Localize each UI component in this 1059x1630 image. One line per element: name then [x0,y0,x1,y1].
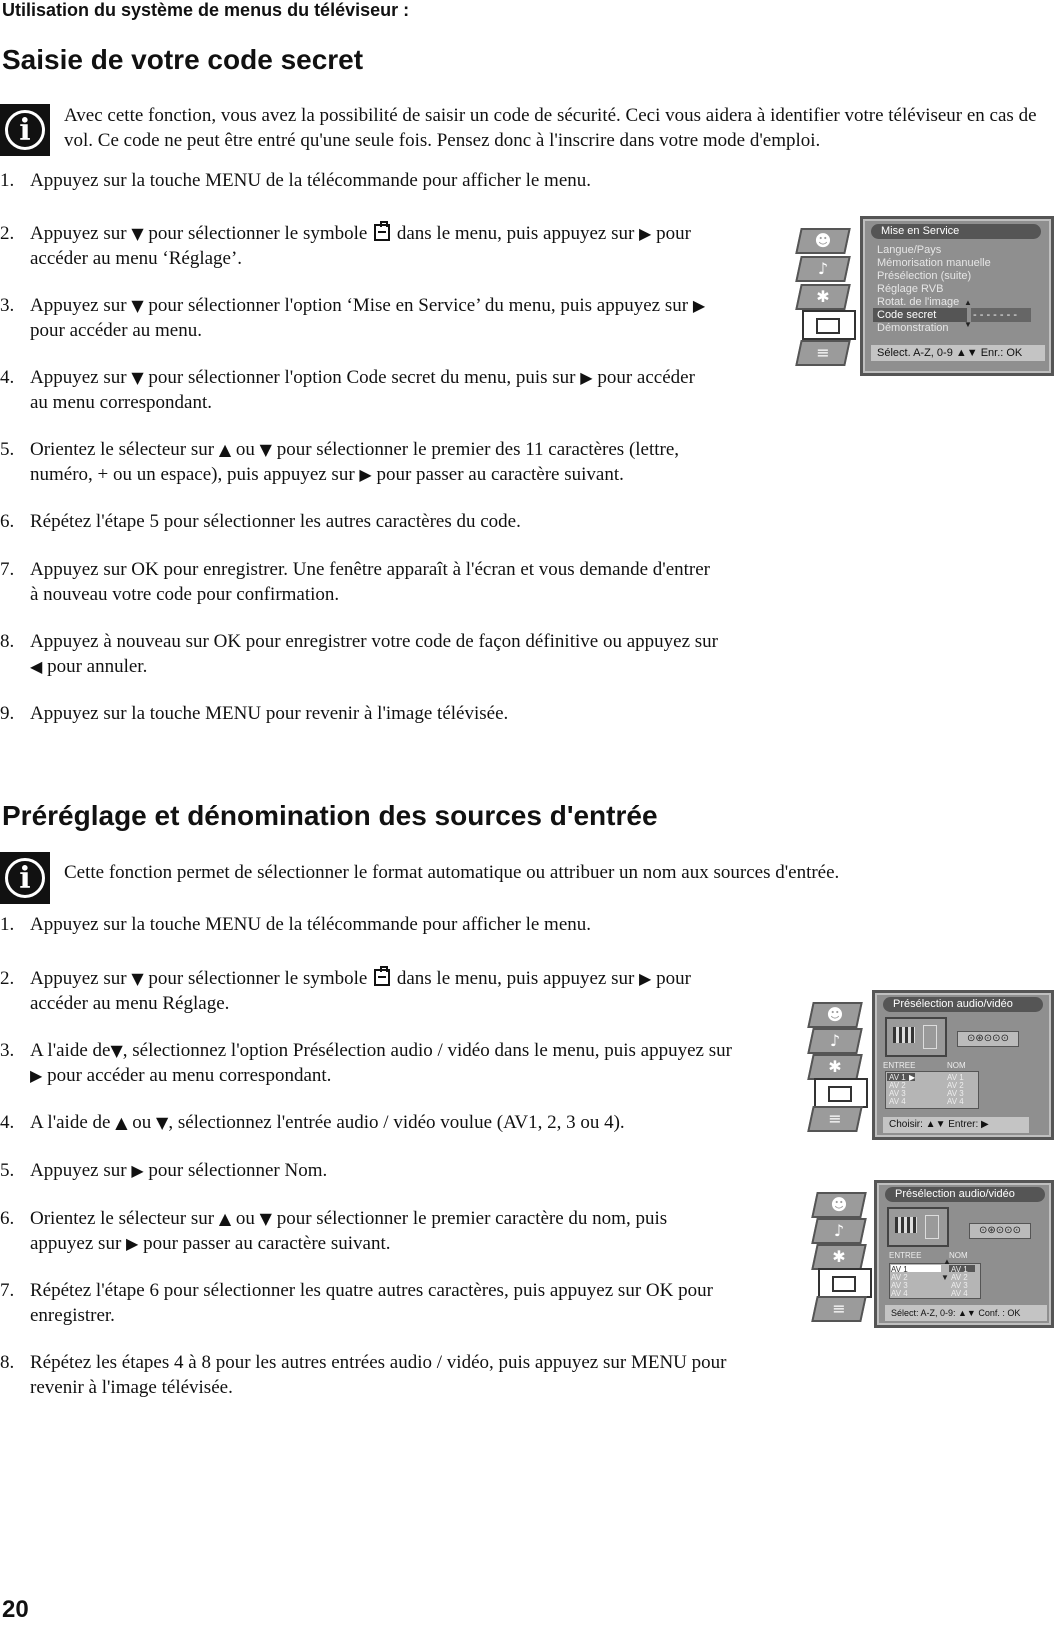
right-arrow-icon: ▶ [639,969,652,988]
setup-tab-icon [802,310,856,340]
picture-tab-icon: ☻ [807,1002,863,1028]
audio-video-jacks-icon: ⊙⊛⊙⊙⊙ [969,1223,1031,1239]
col-nom: NOM [949,1251,968,1260]
menu-title: Présélection audio/vidéo [883,997,1043,1012]
features-tab-icon: ✱ [811,1244,867,1270]
picture-tab-icon: ☻ [811,1192,867,1218]
input-av2: AV 2 [891,1273,908,1282]
input-av3: AV 3 [891,1281,908,1290]
input-av4: AV 4 [889,1097,906,1106]
right-arrow-icon: ▶ [580,368,593,387]
menu-item-demonstration: Démonstration [877,322,949,334]
s2-step-7: 7. Répétez l'étape 6 pour sélectionner les quatre autres caractères, puis appuyez sur OK pour enregistrer. [0,1280,713,1326]
up-arrow-icon: ▲ [218,1209,232,1228]
right-arrow-icon: ▶ [639,224,652,243]
setup-tab-icon [818,1268,872,1298]
s1-step-8: 8. Appuyez à nouveau sur OK pour enregistrer votre code de façon définitive ou appuyez sur ◀ pour annuler. [0,631,718,677]
s1-step-4: 4. Appuyez sur ▼ pour sélectionner l'option Code secret du menu, puis sur ▶ pour accéder au menu correspondant. [0,367,695,413]
up-arrow-icon: ▲ [943,1257,951,1266]
name-av2: AV 2 [951,1273,968,1282]
down-arrow-icon: ▼ [941,1273,949,1282]
menu-title: Mise en Service [871,224,1041,239]
name-av4: AV 4 [951,1289,968,1298]
up-arrow-icon: ▲ [115,1113,128,1132]
page-header: Utilisation du système de menus du téléviseur : [2,0,410,20]
col-nom: NOM [947,1061,966,1070]
features-tab-icon: ✱ [807,1054,863,1080]
info-icon: i [0,104,50,156]
toolbox-icon [374,224,390,241]
sound-tab-icon: ♪ [795,256,851,282]
name-av3: AV 3 [951,1281,968,1290]
up-arrow-icon: ▲ [218,440,232,459]
menu-title: Présélection audio/vidéo [885,1187,1045,1202]
down-arrow-icon: ▼ [131,296,144,315]
preset-tab-icon: ≡ [807,1106,863,1132]
section-title-preset: Préréglage et dénomination des sources d'entrée [2,800,658,831]
section2-intro: Cette fonction permet de sélectionner le format automatique ou attribuer un nom aux sources d'entrée. [64,862,840,883]
s1-step-2: 2. Appuyez sur ▼ pour sélectionner le symbole dans le menu, puis appuyez sur ▶ pour accéder au menu ‘Réglage’. [0,223,691,269]
menu-statusbar: Sélect: A-Z, 0-9: ▲▼ Conf. : OK [885,1305,1047,1321]
s1-step-7: 7. Appuyez sur OK pour enregistrer. Une fenêtre apparaît à l'écran et vous demande d'entrer à nouveau votre code pour confirmation. [0,559,711,605]
av-connector-icon [885,1017,947,1057]
section-title-code-secret: Saisie de votre code secret [2,44,364,75]
menu-statusbar: Choisir: ▲▼ Entrer: ▶ [883,1117,1029,1133]
preset-tab-icon: ≡ [795,340,851,366]
input-av1: AV 1 [889,1073,906,1082]
s1-step-5: 5. Orientez le sélecteur sur ▲ ou ▼ pour sélectionner le premier des 11 caractères (lettre, numéro, + ou un espace), puis appuyez sur ▶ pour passer au caractère suivant. [0,439,680,485]
col-entree: ENTREE [883,1061,916,1070]
down-arrow-icon: ▼ [156,1113,169,1132]
setup-tab-icon [814,1078,868,1108]
name-av1: AV 1 [947,1073,964,1082]
s2-step-8: 8. Répétez les étapes 4 à 8 pour les autres entrées audio / vidéo, puis appuyez sur MENU pour revenir à l'image télévisée. [0,1352,727,1398]
menu-statusbar: Sélect. A-Z, 0-9 ▲▼ Enr.: OK [871,345,1045,361]
input-av2: AV 2 [889,1081,906,1090]
right-arrow-icon: ▶ [692,296,706,315]
left-arrow-icon: ◀ [30,657,43,676]
preset-tab-icon: ≡ [811,1296,867,1322]
audio-video-jacks-icon: ⊙⊛⊙⊙⊙ [957,1031,1019,1047]
input-av1: AV 1 [891,1265,908,1274]
sound-tab-icon: ♪ [811,1218,867,1244]
s1-step-3: 3. Appuyez sur ▼ pour sélectionner l'option ‘Mise en Service’ du menu, puis appuyez sur ▶ pour accéder au menu. [0,295,706,341]
up-arrow-icon: ▲ [964,298,972,307]
toolbox-icon [374,969,390,986]
down-arrow-icon: ▼ [964,320,972,329]
col-entree: ENTREE [889,1251,922,1260]
section1-intro: Avec cette fonction, vous avez la possibilité de saisir un code de sécurité. Ceci vous aidera à identifier votre téléviseur en cas de vol. Ce code ne peut être entré qu'une seule fois. Pensez donc à l'inscrire dans votre mode d'emploi. [64,105,1037,151]
name-av3: AV 3 [947,1089,964,1098]
code-value: - - - - - - - [973,309,1017,321]
down-arrow-icon: ▼ [110,1041,123,1060]
menu-item-code-secret: Code secret [877,309,937,321]
menu-item-memorisation: Mémorisation manuelle [877,257,991,269]
menu-item-langue: Langue/Pays [877,244,942,256]
menu-item-rotation: Rotat. de l'image [877,296,960,308]
down-arrow-icon: ▼ [131,969,144,988]
s2-step-3: 3. A l'aide de▼, sélectionnez l'option Présélection audio / vidéo dans le menu, puis appuyez sur ▶ pour accéder au menu correspondant. [0,1040,732,1086]
name-av4: AV 4 [947,1097,964,1106]
right-arrow-icon: ▶ [131,1161,144,1180]
right-arrow-icon: ▶ [30,1066,43,1085]
tv-menu-preselection-1 [810,990,1054,1140]
input-av3: AV 3 [889,1089,906,1098]
input-av4: AV 4 [891,1289,908,1298]
name-av1: AV 1 [951,1265,968,1274]
s2-step-2: 2. Appuyez sur ▼ pour sélectionner le symbole dans le menu, puis appuyez sur ▶ pour accéder au menu Réglage. [0,968,691,1014]
menu-item-rvb: Réglage RVB [877,283,944,295]
picture-tab-icon: ☻ [795,228,851,254]
tv-menu-preselection-2 [814,1180,1054,1328]
tv-menu-mise-en-service [798,216,1054,378]
info-icon: i [0,852,50,904]
page-number: 20 [2,1596,29,1623]
down-arrow-icon: ▼ [131,368,144,387]
down-arrow-icon: ▼ [259,1209,272,1228]
right-arrow-icon: ▶ [359,465,372,484]
features-tab-icon: ✱ [795,284,851,310]
name-av2: AV 2 [947,1081,964,1090]
av-connector-icon [887,1207,949,1247]
sound-tab-icon: ♪ [807,1028,863,1054]
menu-item-preselection: Présélection (suite) [877,270,972,282]
s2-step-6: 6. Orientez le sélecteur sur ▲ ou ▼ pour sélectionner le premier caractère du nom, puis appuyez sur ▶ pour passer au caractère suivant. [0,1208,668,1254]
down-arrow-icon: ▼ [131,224,144,243]
down-arrow-icon: ▼ [259,440,272,459]
right-arrow-icon: ▶ [126,1234,139,1253]
right-arrow-icon: ▶ [909,1073,916,1082]
